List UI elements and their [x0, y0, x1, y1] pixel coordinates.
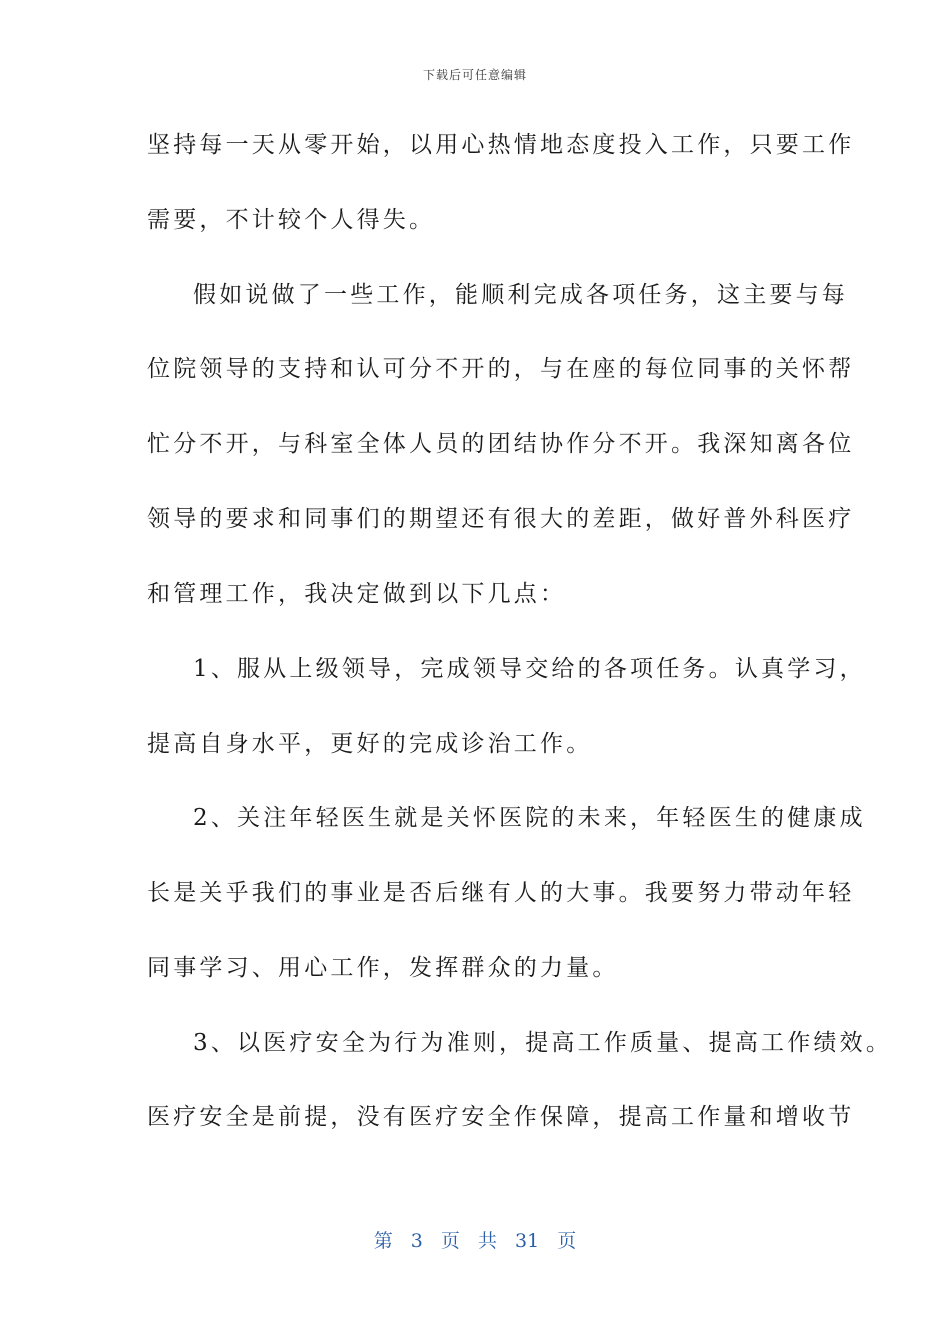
footer-label-pages: 页: [557, 1230, 577, 1252]
footer-label-page: 第: [373, 1230, 393, 1252]
text-line: 坚持每一天从零开始，以用心热情地态度投入工作，只要工作: [147, 132, 855, 158]
text-line: 2、关注年轻医生就是关怀医院的未来，年轻医生的健康成: [193, 805, 866, 831]
page-footer: [0, 1226, 950, 1253]
text-line: 位院领导的支持和认可分不开的，与在座的每位同事的关怀帮: [147, 356, 855, 382]
text-line: 长是关乎我们的事业是否后继有人的大事。我要努力带动年轻: [147, 880, 855, 906]
text-line: 和管理工作，我决定做到以下几点：: [147, 581, 567, 607]
text-line: 医疗安全是前提，没有医疗安全作保障，提高工作量和增收节: [147, 1104, 855, 1130]
footer-current-page: 3: [410, 1230, 423, 1252]
footer-total-pages: 31: [515, 1230, 540, 1252]
text-line: 同事学习、用心工作，发挥群众的力量。: [147, 955, 619, 981]
text-line: 1、服从上级领导，完成领导交给的各项任务。认真学习，: [193, 656, 866, 682]
text-line: 假如说做了一些工作，能顺利完成各项任务，这主要与每: [193, 282, 848, 308]
text-line: 忙分不开，与科室全体人员的团结协作分不开。我深知离各位: [147, 431, 855, 457]
text-line: 领导的要求和同事们的期望还有很大的差距，做好普外科医疗: [147, 506, 855, 532]
text-line: 提高自身水平，更好的完成诊治工作。: [147, 731, 593, 757]
text-line: 3、以医疗安全为行为准则，提高工作质量、提高工作绩效。: [193, 1030, 893, 1056]
page-header-note: 下载后可任意编辑: [422, 68, 527, 82]
text-line: 需要，不计较个人得失。: [147, 207, 436, 233]
footer-label-of: 页: [440, 1230, 460, 1252]
footer-label-total: 共: [477, 1230, 497, 1252]
